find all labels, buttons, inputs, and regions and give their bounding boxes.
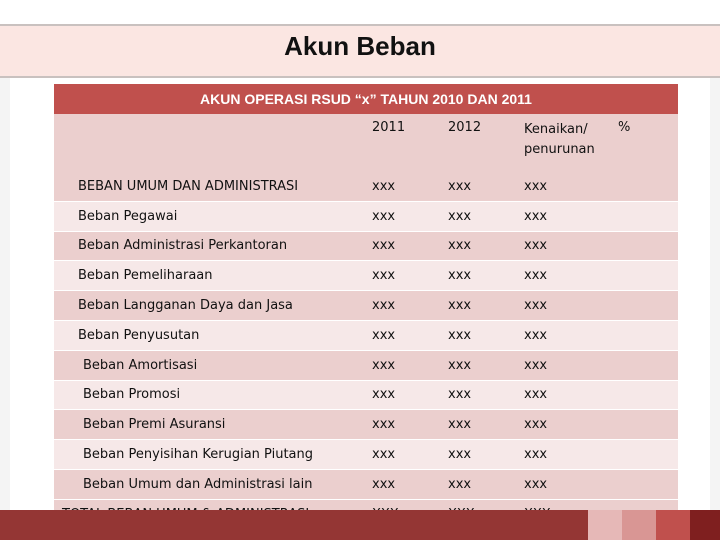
value-2012: xxx: [436, 469, 512, 499]
footer-square: [622, 510, 656, 540]
table-row: [54, 410, 678, 440]
table-row: [54, 380, 678, 410]
account-name: Beban Administrasi Perkantoran: [54, 231, 360, 261]
value-change: xxx: [512, 320, 612, 350]
account-name: Beban Pegawai: [54, 201, 360, 231]
expense-table-body: [54, 114, 678, 530]
value-2012: xxx: [436, 172, 512, 201]
footer-square: [690, 510, 720, 540]
value-percent: [612, 350, 678, 380]
value-change: xxx: [512, 410, 612, 440]
account-name: Beban Penyusutan: [54, 320, 360, 350]
column-header-change: Kenaikan/ penurunan: [512, 114, 612, 172]
value-change: xxx: [512, 231, 612, 261]
value-2012: xxx: [436, 440, 512, 470]
value-2011: xxx: [360, 380, 436, 410]
value-change: xxx: [512, 172, 612, 201]
table-row: [54, 291, 678, 321]
value-2012: xxx: [436, 410, 512, 440]
table-row: [54, 469, 678, 499]
right-margin-strip: [710, 78, 720, 510]
account-name: Beban Pemeliharaan: [54, 261, 360, 291]
table-row: [54, 231, 678, 261]
account-name: Beban Amortisasi: [54, 350, 360, 380]
value-2011: xxx: [360, 201, 436, 231]
value-percent: [612, 201, 678, 231]
value-percent: [612, 380, 678, 410]
value-percent: [612, 469, 678, 499]
value-2011: xxx: [360, 410, 436, 440]
value-change: xxx: [512, 291, 612, 321]
left-margin-strip: [0, 78, 10, 510]
value-2012: xxx: [436, 291, 512, 321]
value-2011: xxx: [360, 172, 436, 201]
table-row: [54, 440, 678, 470]
account-name: BEBAN UMUM DAN ADMINISTRASI: [54, 172, 360, 201]
value-change: xxx: [512, 261, 612, 291]
value-2012: xxx: [436, 380, 512, 410]
value-percent: [612, 320, 678, 350]
table-row: [54, 320, 678, 350]
account-name: Beban Premi Asuransi: [54, 410, 360, 440]
value-2012: xxx: [436, 261, 512, 291]
footer-square: [588, 510, 622, 540]
value-2011: xxx: [360, 261, 436, 291]
table-row: [54, 201, 678, 231]
value-percent: [612, 261, 678, 291]
column-header-2011: 2011: [360, 114, 436, 172]
value-2012: xxx: [436, 201, 512, 231]
value-change: xxx: [512, 469, 612, 499]
top-bar: [0, 0, 720, 24]
value-2011: xxx: [360, 350, 436, 380]
account-name: Beban Langganan Daya dan Jasa: [54, 291, 360, 321]
value-percent: [612, 172, 678, 201]
value-percent: [612, 231, 678, 261]
value-2011: xxx: [360, 440, 436, 470]
column-header-row: [54, 114, 678, 172]
expense-table: [54, 84, 678, 530]
value-2011: xxx: [360, 291, 436, 321]
value-change: xxx: [512, 350, 612, 380]
column-header-account: [54, 114, 360, 172]
value-2011: xxx: [360, 320, 436, 350]
table-row: [54, 172, 678, 201]
table-row: [54, 350, 678, 380]
value-percent: [612, 410, 678, 440]
table-row: [54, 261, 678, 291]
table-heading: AKUN OPERASI RSUD “x” TAHUN 2010 DAN 2011: [54, 84, 678, 114]
value-percent: [612, 440, 678, 470]
value-change: xxx: [512, 380, 612, 410]
account-name: Beban Promosi: [54, 380, 360, 410]
column-header-percent: %: [612, 114, 678, 172]
page-title: Akun Beban: [284, 31, 436, 61]
value-change: xxx: [512, 440, 612, 470]
value-2012: xxx: [436, 350, 512, 380]
value-2011: xxx: [360, 469, 436, 499]
account-name: Beban Umum dan Administrasi lain: [54, 469, 360, 499]
value-2012: xxx: [436, 231, 512, 261]
column-header-2012: 2012: [436, 114, 512, 172]
account-name: Beban Penyisihan Kerugian Piutang: [54, 440, 360, 470]
value-percent: [612, 291, 678, 321]
value-2012: xxx: [436, 320, 512, 350]
value-change: xxx: [512, 201, 612, 231]
value-2011: xxx: [360, 231, 436, 261]
footer-square: [656, 510, 690, 540]
